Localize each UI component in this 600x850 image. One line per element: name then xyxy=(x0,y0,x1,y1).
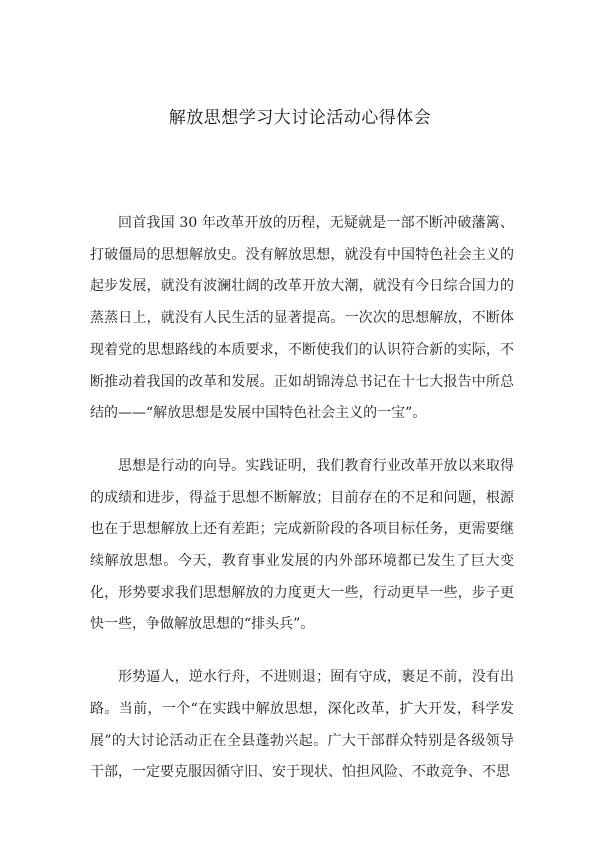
paragraph-1: 回首我国 30 年改革开放的历程，无疑就是一部不断冲破藩篱、打破僵局的思想解放史。没有解放思想，就没有中国特色社会主义的起步发展，就没有波澜壮阔的改革开放大潮，就没有今日综合国力的蒸蒸日上，就没有人民生活的显著提高。一次次的思想解放，不断体现着党的思想路线的本质要求，不断使我们的认识符合新的实际，不断推动着我国的改革和发展。正如胡锦涛总书记在十七大报告中所总结的——“解放思想是发展中国特色社会主义的一宝”。 xyxy=(90,215,514,422)
paragraph-3: 形势逼人，逆水行舟，不进则退；囿有守成，裹足不前，没有出路。当前，一个“在实践中解放思想，深化改革，扩大开发，科学发展”的大讨论活动正在全县蓬勃兴起。广大干部群众特别是各级领导干部，一定要克服因循守旧、安于现状、怕担风险、不敢竞争、不思 xyxy=(90,669,514,781)
paragraph-2: 思想是行动的向导。实践证明，我们教育行业改革开放以来取得的成绩和进步，得益于思想不断解放；目前存在的不足和问题，根源也在于思想解放上还有差距；完成新阶段的各项目标任务，更需要继续解放思想。今天，教育事业发展的内外部环境都已发生了巨大变化，形势要求我们思想解放的力度更大一些，行动更早一些，步子更快一些，争做解放思想的“排头兵”。 xyxy=(90,457,514,633)
document-title: 解放思想学习大讨论活动心得体会 xyxy=(168,108,432,128)
document-body xyxy=(90,208,514,810)
